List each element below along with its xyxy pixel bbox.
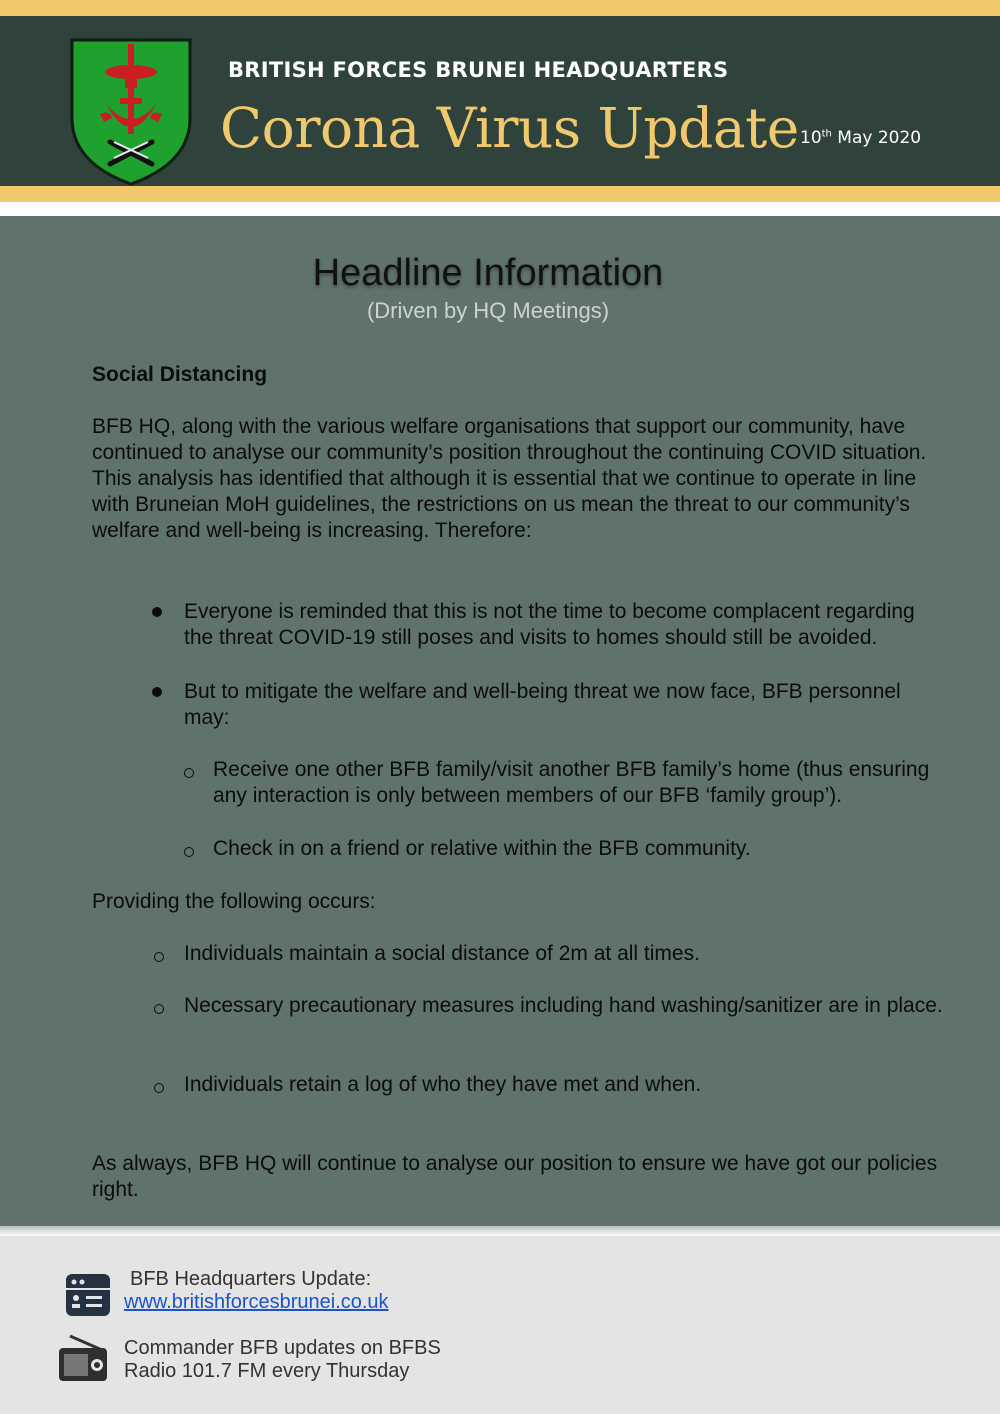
condition-circle-icon bbox=[154, 1083, 164, 1093]
issue-date: 10th May 2020 bbox=[800, 128, 922, 148]
organization-name: BRITISH FORCES BRUNEI HEADQUARTERS bbox=[228, 58, 729, 82]
condition-circle-icon bbox=[154, 952, 164, 962]
content-panel bbox=[0, 216, 1000, 1226]
section-title: Social Distancing bbox=[92, 363, 268, 386]
providing-text: Providing the following occurs: bbox=[92, 890, 376, 913]
condition-item: Individuals maintain a social distance of 2m at all times. bbox=[184, 942, 700, 965]
condition-item: Necessary precautionary measures including hand washing/sanitizer are in place. bbox=[184, 994, 943, 1017]
subheadline: (Driven by HQ Meetings) bbox=[366, 298, 610, 323]
sub-bullet-circle-icon bbox=[184, 768, 194, 778]
website-link[interactable]: www.britishforcesbrunei.co.uk bbox=[124, 1291, 389, 1313]
bullet-item: But to mitigate the welfare and well-being threat we now face, BFB personnel may: bbox=[184, 680, 901, 729]
closing-paragraph: As always, BFB HQ will continue to analyse our position to ensure we have got our policies right. bbox=[92, 1152, 938, 1201]
crest-icon bbox=[70, 38, 192, 186]
radio-line-2: Radio 101.7 FM every Thursday bbox=[124, 1360, 410, 1382]
footer bbox=[0, 1236, 1000, 1414]
condition-item: Individuals retain a log of who they have met and when. bbox=[184, 1073, 702, 1096]
radio-line-1: Commander BFB updates on BFBS bbox=[124, 1337, 441, 1359]
page-title: Corona Virus Update bbox=[220, 96, 799, 160]
website-label: BFB Headquarters Update: bbox=[130, 1268, 372, 1290]
intro-paragraph: BFB HQ, along with the various welfare organisations that support our community, have continued to analyse our community’s position throughout the continuing COVID situation. This analysis has identified that although it is essential that we continue to operate in line with Bruneian MoH guidelines, the restrictions on us mean the threat to our community’s welfare and well-being is increasing. Therefore: bbox=[92, 415, 927, 542]
headline: Headline Information bbox=[312, 252, 664, 294]
website-icon bbox=[66, 1274, 110, 1316]
bullet-dot-icon bbox=[152, 607, 162, 617]
sub-bullet-circle-icon bbox=[184, 847, 194, 857]
footer-divider bbox=[0, 1226, 1000, 1236]
bullet-item: Everyone is reminded that this is not the time to become complacent regarding the threat COVID-19 still poses and visits to homes should still be avoided. bbox=[184, 600, 915, 649]
top-gold-stripe bbox=[0, 0, 1000, 16]
sub-bullet-item: Receive one other BFB family/visit another BFB family’s home (thus ensuring any interaction is only between members of our BFB ‘family group’). bbox=[213, 758, 930, 807]
condition-circle-icon bbox=[154, 1004, 164, 1014]
radio-icon bbox=[58, 1334, 108, 1382]
bottom-gold-stripe bbox=[0, 186, 1000, 202]
header-band bbox=[0, 16, 1000, 186]
header-divider bbox=[0, 202, 1000, 216]
bullet-dot-icon bbox=[152, 687, 162, 697]
sub-bullet-item: Check in on a friend or relative within the BFB community. bbox=[213, 837, 751, 860]
